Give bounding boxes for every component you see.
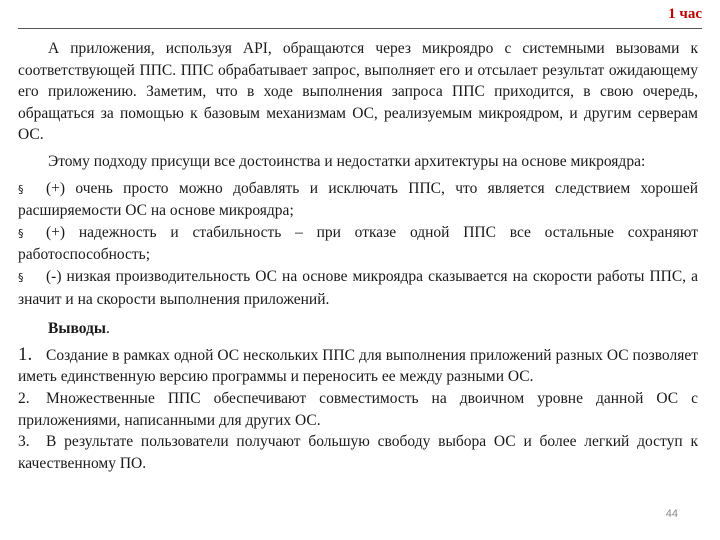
conclusions-heading xyxy=(18,318,698,340)
list-item xyxy=(18,266,698,310)
slide-body xyxy=(18,38,698,474)
item-number: 1. xyxy=(18,343,33,365)
paragraph-approach: Этому подходу присущи все достоинства и недостатки архитектуры на основе микроядра: xyxy=(48,152,646,170)
conclusions-title: Выводы xyxy=(48,320,106,338)
section-label: 1 час xyxy=(668,6,702,22)
conclusions-title-suffix: . xyxy=(105,320,110,338)
list-item xyxy=(18,178,698,222)
list-item xyxy=(18,388,698,431)
list-item xyxy=(18,344,698,388)
item-text: В результате пользователи получают большую свободу выбора ОС и более легкий доступ к качественному ПО. xyxy=(18,433,698,472)
list-item xyxy=(18,222,698,266)
paragraph-api-calls: А приложения, используя API, обращаются через микроядро с системными вызовами к соответствующей ППС. ППС обрабатывает запрос, выполняет его и отсылает результат ожидающему его приложению. Заметим, что в ходе выполнения запроса ППС приходится, в свою очередь, обращаться за помощью к базовым механизмам ОС, реализуемым микроядром, и другим серверам ОС. xyxy=(18,40,698,144)
item-text: Множественные ППС обеспечивают совместимость на двоичном уровне данной ОС с приложениями, написанными для других ОС. xyxy=(18,389,698,429)
bullet-text: (-) низкая производительность ОС на основе микроядра сказывается на скорости работы ППС, а значит и на скорости выполнения приложений. xyxy=(18,267,698,308)
item-text: Создание в рамках одной ОС нескольких ППС для выполнения приложений разных ОС позволяет иметь единственную версию программы и переносить ее между разными ОС. xyxy=(18,346,698,386)
page-number: 44 xyxy=(665,508,678,520)
bullet-text: (+) надежность и стабильность – при отказе одной ППС все остальные сохраняют работоспособность; xyxy=(18,223,698,264)
bullet-marker: § xyxy=(18,182,24,196)
item-number: 2. xyxy=(18,389,30,407)
bullet-marker: § xyxy=(18,226,24,240)
header-divider xyxy=(18,28,702,29)
item-number: 3. xyxy=(18,433,30,451)
bullet-marker: § xyxy=(18,270,24,284)
list-item xyxy=(18,431,698,474)
bullet-text: (+) очень просто можно добавлять и исключать ППС, что является следствием хорошей расширяемости ОС на основе микроядра; xyxy=(18,179,698,220)
